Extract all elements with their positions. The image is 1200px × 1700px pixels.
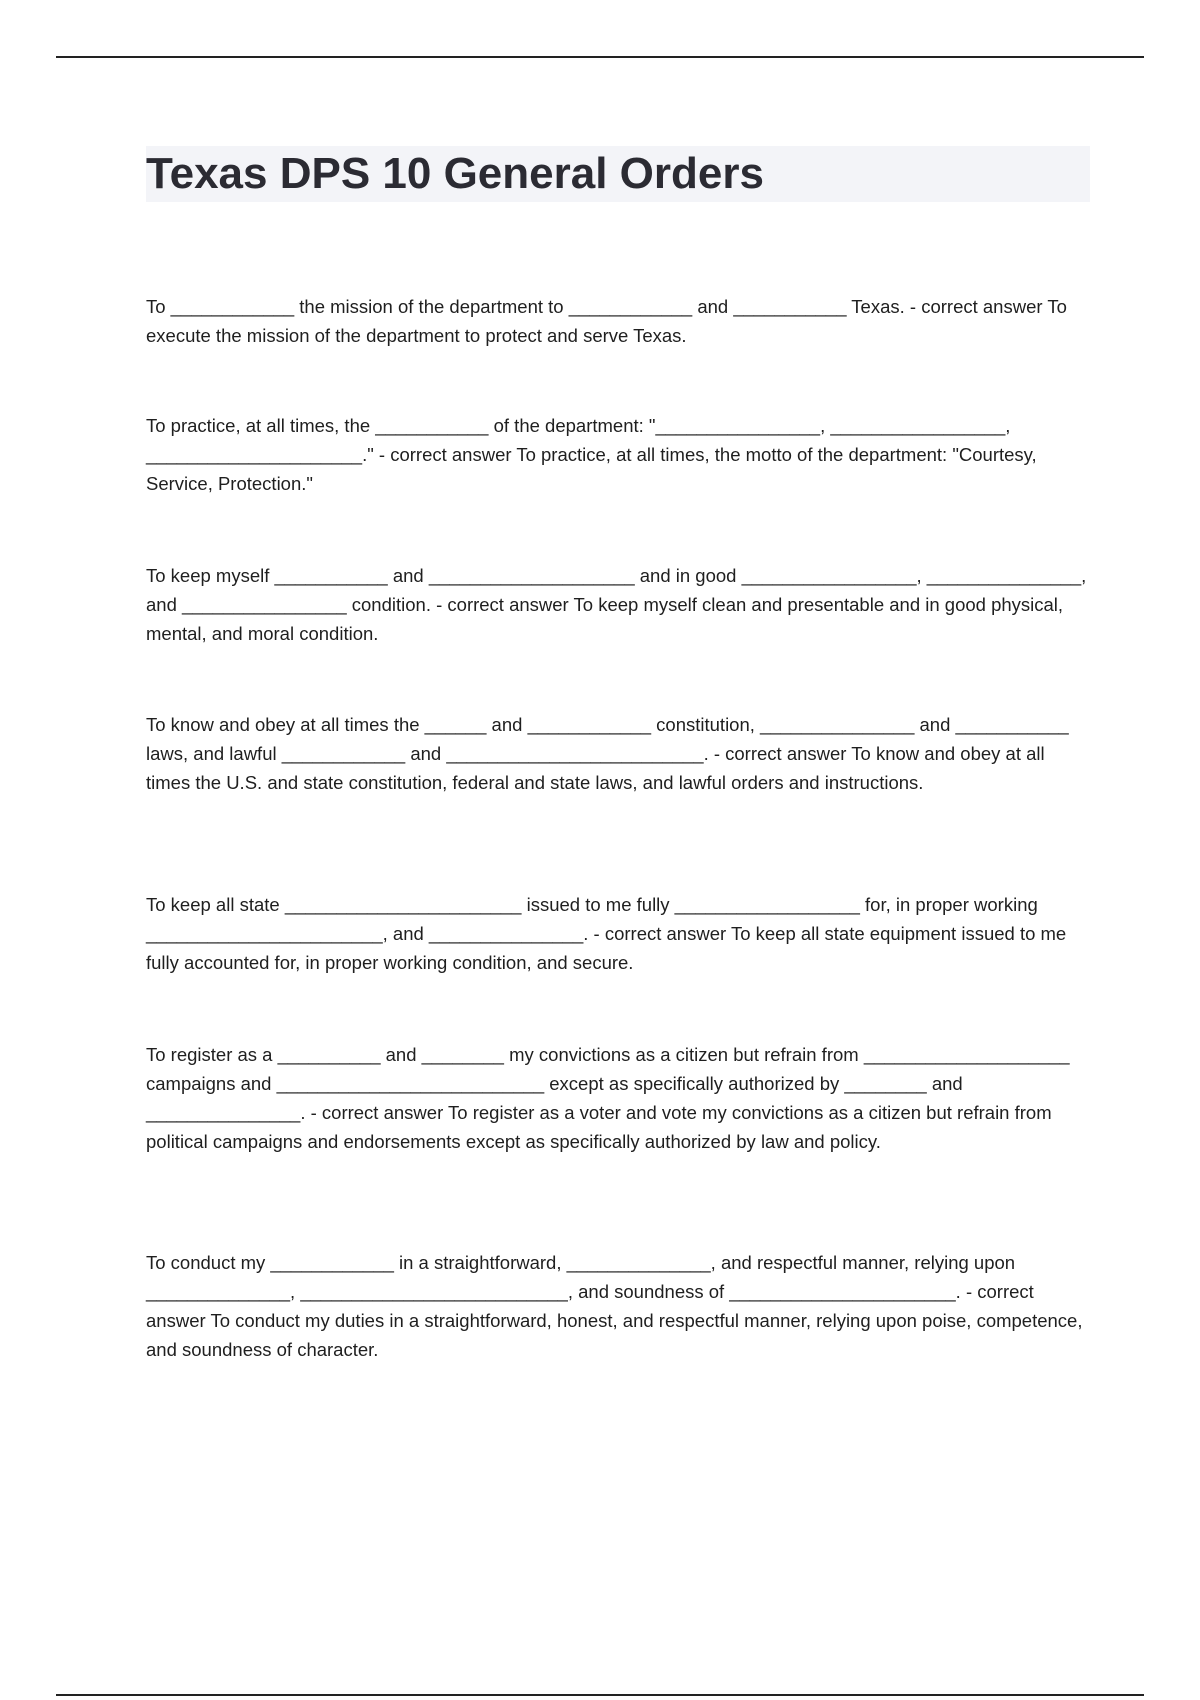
qa-item: To keep myself ___________ and ____________________ and in good _________________, _______________, and ________________ condition. - correct answer To keep myself clean and presentable and in good physical, mental, and moral condition. — [146, 565, 1087, 644]
qa-item: To practice, at all times, the ___________ of the department: "________________, _________________, _____________________." - correct answer To practice, at all times, the motto of the department: "Courtesy, Service, Protection." — [146, 415, 1037, 494]
qa-item: To conduct my ____________ in a straightforward, ______________, and respectful manner, relying upon ______________, __________________________, and soundness of ______________________. - correct answer To conduct my duties in a straightforward, honest, and respectful manner, relying upon poise, competence, and soundness of character. — [146, 1252, 1083, 1360]
bottom-divider — [56, 1694, 1144, 1696]
top-divider — [56, 56, 1144, 58]
qa-item: To know and obey at all times the ______ and ____________ constitution, _______________ and ___________ laws, and lawful ____________ and _________________________. - correct answer To know and obey at all times the U.S. and state constitution, federal and state laws, and lawful orders and instructions. — [146, 714, 1069, 793]
qa-item: To register as a __________ and ________ my convictions as a citizen but refrain from ____________________ campaigns and __________________________ except as specifically authorized by ________ and _______________. - correct answer To register as a voter and vote my convictions as a citizen but refrain from political campaigns and endorsements except as specifically authorized by law and policy. — [146, 1044, 1070, 1152]
page-title: Texas DPS 10 General Orders — [146, 149, 764, 198]
qa-item: To keep all state _______________________ issued to me fully __________________ for, in proper working _______________________, and _______________. - correct answer To keep all state equipment issued to me fully accounted for, in proper working condition, and secure. — [146, 894, 1067, 973]
qa-item: To ____________ the mission of the department to ____________ and ___________ Texas. - correct answer To execute the mission of the department to protect and serve Texas. — [146, 296, 1067, 346]
